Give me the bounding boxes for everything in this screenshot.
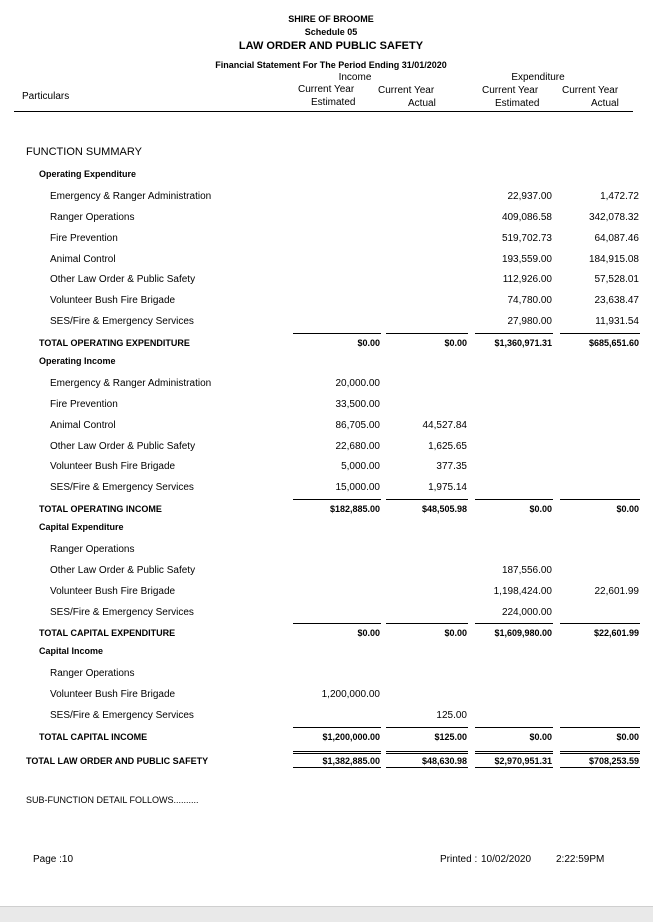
line-item-label: SES/Fire & Emergency Services <box>50 607 194 618</box>
total-rule-inc-act <box>386 623 468 624</box>
underline-exp-act <box>560 767 640 768</box>
total-rule-exp-est <box>475 751 553 752</box>
total-exp-est: $1,360,971.31 <box>494 338 552 348</box>
underline-inc-act <box>386 767 468 768</box>
total-rule-exp-act <box>560 727 640 728</box>
total-inc-est: $1,382,885.00 <box>322 756 380 766</box>
exp-act-header-line2: Actual <box>591 98 619 109</box>
total-rule-double-inc-act <box>386 753 468 754</box>
total-rule-inc-est <box>293 623 381 624</box>
amount-exp-est: 27,980.00 <box>507 316 552 327</box>
total-rule-exp-act <box>560 499 640 500</box>
line-item-label: Volunteer Bush Fire Brigade <box>50 689 176 700</box>
amount-exp-act: 22,601.99 <box>594 586 639 597</box>
total-exp-est: $1,609,980.00 <box>494 628 552 638</box>
total-exp-act: $0.00 <box>616 504 639 514</box>
amount-exp-est: 193,559.00 <box>501 254 552 265</box>
period-line: Financial Statement For The Period Ending 31/01/2020 <box>215 60 447 70</box>
total-rule-exp-act <box>560 333 640 334</box>
section-heading-capital-expenditure: Capital Expenditure <box>39 522 124 532</box>
total-inc-act: $0.00 <box>444 628 467 638</box>
amount-exp-act: 23,638.47 <box>594 295 639 306</box>
amount-exp-est: 74,780.00 <box>507 295 552 306</box>
amount-exp-act: 57,528.01 <box>594 274 639 285</box>
section-heading-capital-income: Capital Income <box>39 646 104 656</box>
exp-est-header-line2: Estimated <box>495 98 540 109</box>
total-rule-exp-act <box>560 623 640 624</box>
line-item-label: Fire Prevention <box>50 399 118 410</box>
total-exp-act: $22,601.99 <box>593 628 639 638</box>
line-item-label: SES/Fire & Emergency Services <box>50 316 194 327</box>
line-item-label: SES/Fire & Emergency Services <box>50 710 194 721</box>
line-item-label: Emergency & Ranger Administration <box>50 378 212 389</box>
amount-inc-act: 44,527.84 <box>422 420 467 431</box>
total-rule-inc-est <box>293 499 381 500</box>
amount-exp-act: 342,078.32 <box>588 212 639 223</box>
underline-inc-est <box>293 767 381 768</box>
inc-est-header-line1: Current Year <box>298 84 355 95</box>
amount-inc-est: 5,000.00 <box>341 461 380 472</box>
total-rule-exp-est <box>475 499 553 500</box>
line-item-label: SES/Fire & Emergency Services <box>50 482 194 493</box>
total-exp-act: $708,253.59 <box>588 756 639 766</box>
total-rule-exp-est <box>475 623 553 624</box>
printed-label: Printed : <box>440 854 478 865</box>
inc-est-header-line2: Estimated <box>311 97 356 108</box>
amount-inc-est: 86,705.00 <box>335 420 380 431</box>
line-item-label: Animal Control <box>50 254 116 265</box>
income-group-header: Income <box>338 72 372 83</box>
total-rule-double-inc-est <box>293 753 381 754</box>
total-rule-double-exp-act <box>560 753 640 754</box>
total-rule-exp-act <box>560 751 640 752</box>
page-number: Page :10 <box>33 854 74 865</box>
total-label: TOTAL CAPITAL INCOME <box>39 732 148 742</box>
total-exp-est: $0.00 <box>529 504 552 514</box>
amount-inc-act: 125.00 <box>436 710 467 721</box>
amount-exp-est: 1,198,424.00 <box>493 586 552 597</box>
amount-inc-est: 22,680.00 <box>335 441 380 452</box>
total-exp-est: $2,970,951.31 <box>494 756 552 766</box>
total-rule-exp-est <box>475 727 553 728</box>
amount-exp-est: 409,086.58 <box>501 212 552 223</box>
total-exp-est: $0.00 <box>529 732 552 742</box>
exp-est-header-line1: Current Year <box>482 85 539 96</box>
line-item-label: Volunteer Bush Fire Brigade <box>50 295 176 306</box>
line-item-label: Other Law Order & Public Safety <box>50 565 196 576</box>
line-item-label: Other Law Order & Public Safety <box>50 441 196 452</box>
amount-exp-est: 224,000.00 <box>501 607 552 618</box>
header-rule <box>14 111 633 112</box>
total-rule-exp-est <box>475 333 553 334</box>
amount-exp-est: 22,937.00 <box>507 191 552 202</box>
amount-exp-act: 184,915.08 <box>588 254 639 265</box>
amount-inc-est: 20,000.00 <box>335 378 380 389</box>
total-label: TOTAL CAPITAL EXPENDITURE <box>39 628 176 638</box>
total-label: TOTAL LAW ORDER AND PUBLIC SAFETY <box>26 756 209 766</box>
amount-inc-est: 1,200,000.00 <box>321 689 380 700</box>
total-rule-inc-est <box>293 751 381 752</box>
line-item-label: Ranger Operations <box>50 212 135 223</box>
function-summary-label: FUNCTION SUMMARY <box>26 146 142 158</box>
amount-exp-est: 187,556.00 <box>501 565 552 576</box>
underline-exp-est <box>475 767 553 768</box>
total-rule-inc-act <box>386 333 468 334</box>
total-inc-est: $1,200,000.00 <box>322 732 380 742</box>
line-item-label: Ranger Operations <box>50 544 135 555</box>
printed-date: 10/02/2020 <box>481 854 532 865</box>
total-inc-est: $0.00 <box>357 628 380 638</box>
total-rule-inc-act <box>386 727 468 728</box>
amount-inc-act: 377.35 <box>436 461 467 472</box>
total-inc-act: $48,505.98 <box>421 504 467 514</box>
page-title: LAW ORDER AND PUBLIC SAFETY <box>238 40 424 52</box>
total-exp-act: $0.00 <box>616 732 639 742</box>
amount-inc-est: 15,000.00 <box>335 482 380 493</box>
total-inc-act: $125.00 <box>434 732 467 742</box>
amount-exp-act: 1,472.72 <box>600 191 639 202</box>
amount-exp-act: 11,931.54 <box>595 316 639 327</box>
line-item-label: Ranger Operations <box>50 668 135 679</box>
amount-inc-act: 1,625.65 <box>428 441 467 452</box>
total-inc-est: $182,885.00 <box>329 504 380 514</box>
total-rule-inc-est <box>293 727 381 728</box>
total-rule-inc-act <box>386 499 468 500</box>
line-item-label: Animal Control <box>50 420 116 431</box>
particulars-header: Particulars <box>22 91 70 102</box>
amount-inc-est: 33,500.00 <box>335 399 380 410</box>
printed-time: 2:22:59PM <box>556 854 605 865</box>
org-name: SHIRE OF BROOME <box>288 14 374 24</box>
line-item-label: Volunteer Bush Fire Brigade <box>50 586 176 597</box>
sub-function-note: SUB-FUNCTION DETAIL FOLLOWS.......... <box>26 795 199 805</box>
schedule-number: Schedule 05 <box>304 27 358 37</box>
inc-act-header-line2: Actual <box>408 98 436 109</box>
total-rule-double-exp-est <box>475 753 553 754</box>
inc-act-header-line1: Current Year <box>378 85 435 96</box>
line-item-label: Other Law Order & Public Safety <box>50 274 196 285</box>
page-bottom-strip <box>0 906 653 922</box>
amount-exp-est: 519,702.73 <box>501 233 552 244</box>
total-exp-act: $685,651.60 <box>588 338 639 348</box>
section-heading-operating-income: Operating Income <box>39 356 116 366</box>
expenditure-group-header: Expenditure <box>511 72 565 83</box>
total-inc-act: $0.00 <box>444 338 467 348</box>
total-rule-inc-act <box>386 751 468 752</box>
amount-exp-est: 112,926.00 <box>502 274 552 285</box>
total-inc-act: $48,630.98 <box>421 756 467 766</box>
section-heading-operating-expenditure: Operating Expenditure <box>39 169 137 179</box>
total-inc-est: $0.00 <box>357 338 380 348</box>
total-rule-inc-est <box>293 333 381 334</box>
total-label: TOTAL OPERATING INCOME <box>39 504 162 514</box>
amount-exp-act: 64,087.46 <box>594 233 639 244</box>
exp-act-header-line1: Current Year <box>562 85 619 96</box>
amount-inc-act: 1,975.14 <box>428 482 467 493</box>
line-item-label: Fire Prevention <box>50 233 118 244</box>
line-item-label: Emergency & Ranger Administration <box>50 191 212 202</box>
line-item-label: Volunteer Bush Fire Brigade <box>50 461 176 472</box>
total-label: TOTAL OPERATING EXPENDITURE <box>39 338 190 348</box>
